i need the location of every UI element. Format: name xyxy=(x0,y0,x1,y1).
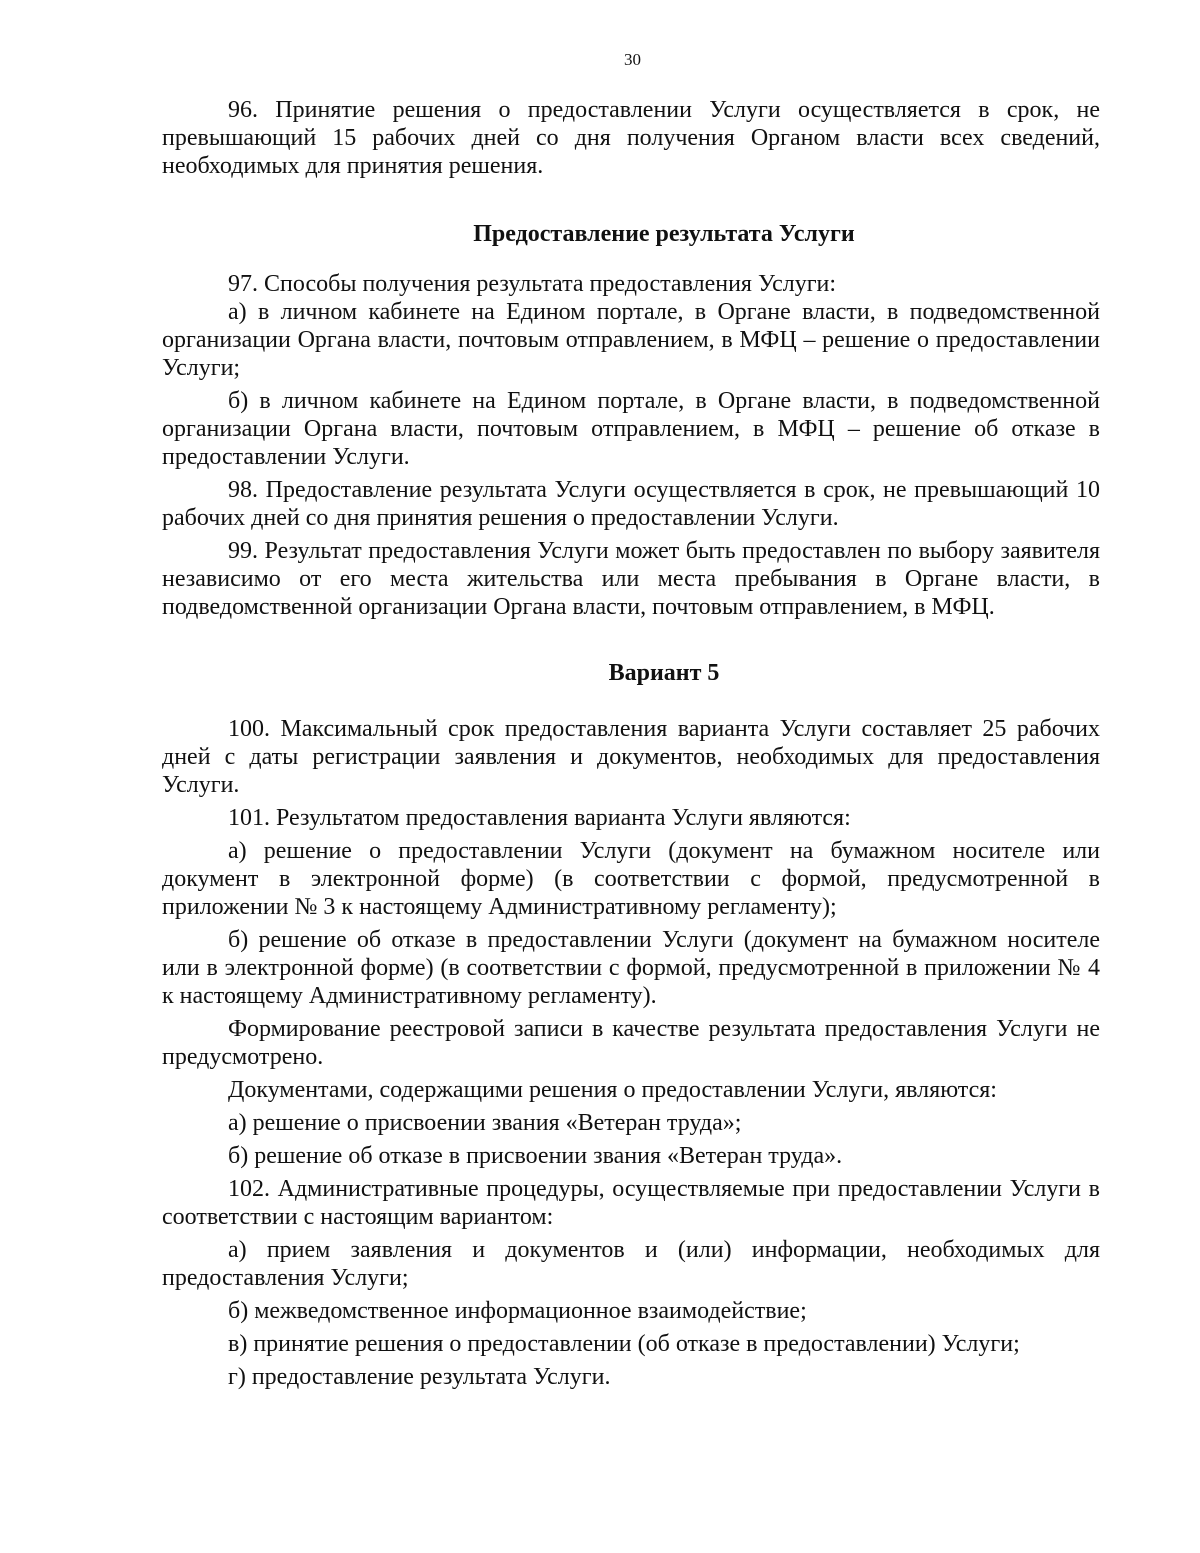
paragraph-documents: Документами, содержащими решения о предоставлении Услуги, являются: xyxy=(228,1077,997,1103)
paragraph-97b: б) в личном кабинете на Едином портале, в Органе власти, в подведомственной организации Органа власти, почтовым отправлением, в МФЦ – решение об отказе в предоставлении Услуги. xyxy=(162,388,1100,470)
section-heading-result: Предоставление результата Услуги xyxy=(473,221,855,247)
page-number: 30 xyxy=(624,50,641,69)
paragraph-102: 102. Административные процедуры, осуществляемые при предоставлении Услуги в соответствии с настоящим вариантом: xyxy=(162,1176,1100,1230)
paragraph-99: 99. Результат предоставления Услуги может быть предоставлен по выбору заявителя независимо от его места жительства или места пребывания в Органе власти, в подведомственной организации Органа власти, почтовым отправлением, в МФЦ. xyxy=(162,538,1100,620)
document-body xyxy=(162,96,1100,1391)
paragraph-98: 98. Предоставление результата Услуги осуществляется в срок, не превышающий 10 рабочих дней со дня принятия решения о предоставлении Услуги. xyxy=(162,477,1100,531)
paragraph-102a: а) прием заявления и документов и (или) информации, необходимых для предоставления Услуги; xyxy=(162,1237,1100,1291)
paragraph-100: 100. Максимальный срок предоставления варианта Услуги составляет 25 рабочих дней с даты регистрации заявления и документов, необходимых для предоставления Услуги. xyxy=(162,716,1100,798)
paragraph-docs-b: б) решение об отказе в присвоении звания «Ветеран труда». xyxy=(228,1143,843,1169)
paragraph-101a: а) решение о предоставлении Услуги (документ на бумажном носителе или документ в электронной форме) (в соответствии с формой, предусмотренной в приложении № 3 к настоящему Административному регламенту); xyxy=(162,838,1100,920)
paragraph-101: 101. Результатом предоставления варианта Услуги являются: xyxy=(228,805,851,831)
paragraph-102c: в) принятие решения о предоставлении (об отказе в предоставлении) Услуги; xyxy=(228,1331,1020,1357)
paragraph-97: 97. Способы получения результата предоставления Услуги: xyxy=(228,271,837,297)
paragraph-registry: Формирование реестровой записи в качестве результата предоставления Услуги не предусмотрено. xyxy=(162,1016,1100,1070)
paragraph-docs-a: а) решение о присвоении звания «Ветеран труда»; xyxy=(228,1110,742,1136)
paragraph-102d: г) предоставление результата Услуги. xyxy=(228,1364,611,1390)
paragraph-102b: б) межведомственное информационное взаимодействие; xyxy=(228,1298,807,1324)
section-heading-variant: Вариант 5 xyxy=(608,660,720,686)
paragraph-97a: а) в личном кабинете на Едином портале, в Органе власти, в подведомственной организации Органа власти, почтовым отправлением, в МФЦ – решение о предоставлении Услуги; xyxy=(162,299,1100,381)
paragraph-101b: б) решение об отказе в предоставлении Услуги (документ на бумажном носителе или в электронной форме) (в соответствии с формой, предусмотренной в приложении № 4 к настоящему Административному регламенту). xyxy=(162,927,1100,1009)
paragraph-96: 96. Принятие решения о предоставлении Услуги осуществляется в срок, не превышающий 15 рабочих дней со дня получения Органом власти всех сведений, необходимых для принятия решения. xyxy=(162,97,1100,179)
